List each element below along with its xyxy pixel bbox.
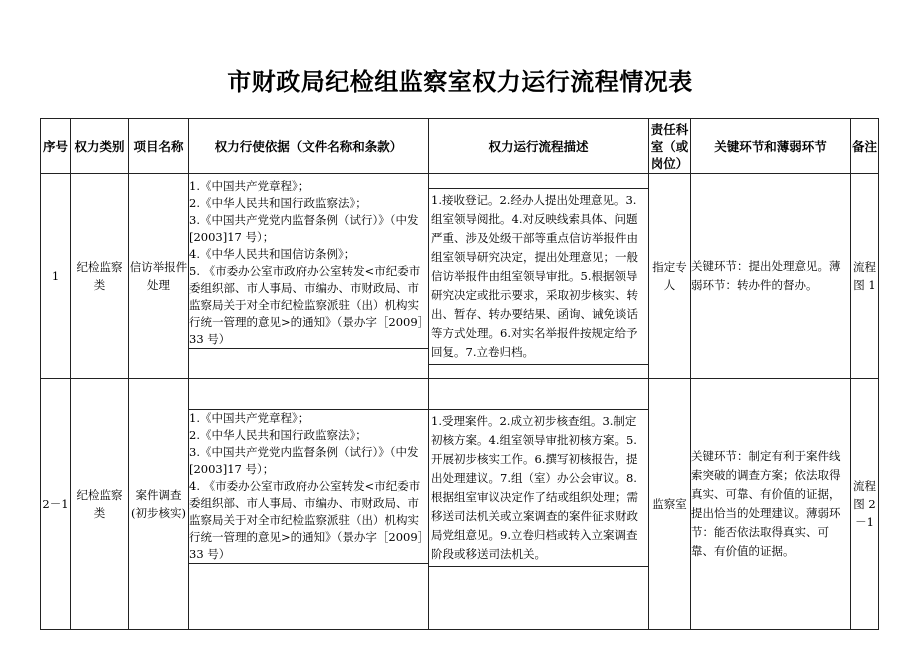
basis-line: 5. 《市委办公室市政府办公室转发<市纪委市委组织部、市人事局、市编办、市财政局、市监察局关于对全市纪检监察派驻（出）机构实行统一管理的意见>的通知》（景办字［2009］33 号） [189, 264, 424, 346]
basis-line: 3.《中国共产党党内监督条例（试行）》（中发[2003]17 号）； [189, 213, 419, 244]
row-flow [429, 379, 649, 630]
row-seq: 2－1 [41, 379, 71, 630]
table-row [41, 379, 879, 630]
basis-line: 1.《中国共产党章程》； [189, 179, 310, 193]
basis-line: 4.《中华人民共和国信访条例》； [189, 247, 356, 261]
row-category: 纪检监察类 [71, 379, 129, 630]
row-note: 流程图 1 [851, 174, 879, 379]
row-basis [189, 379, 429, 630]
flow-text: 1.接收登记。2.经办人提出处理意见。3.组室领导阅批。4.对反映线索具体、问题严重、涉及处级干部等重点信访举报件由组室领导研究决定，提出处理意见；一般信访举报件由组室领导审批。5.根据领导研究决定或批示要求，采取初步核实、转出、暂存、转办要结果、函询、诫免谈话等方式处理。6.对实名举报件按规定给予回复。7.立卷归档。 [428, 188, 649, 365]
header-key: 关键环节和薄弱环节 [691, 119, 851, 174]
header-category: 权力类别 [71, 119, 129, 174]
row-key: 关键环节：制定有利于案件线索突破的调查方案；依法取得真实、可靠、有价值的证据，提出恰当的处理建议。薄弱环节：能否依法取得真实、可靠、有价值的证据。 [691, 379, 851, 630]
basis-line: 3.《中国共产党党内监督条例（试行）》（中发[2003]17 号）； [189, 445, 419, 476]
row-flow [429, 174, 649, 379]
header-basis: 权力行使依据（文件名称和条款） [189, 119, 429, 174]
basis-line: 2.《中华人民共和国行政监察法》； [189, 428, 367, 442]
row-note: 流程图 2－1 [851, 379, 879, 630]
table-row [41, 174, 879, 379]
power-flow-table [40, 118, 879, 630]
row-category: 纪检监察类 [71, 174, 129, 379]
basis-line: 4. 《市委办公室市政府办公室转发<市纪委市委组织部、市人事局、市编办、市财政局、市监察局关于对全市纪检监察派驻（出）机构实行统一管理的意见>的通知》（景办字［2009］33 号） [189, 479, 424, 561]
row-seq: 1 [41, 174, 71, 379]
page-title: 市财政局纪检组监察室权力运行流程情况表 [227, 67, 693, 96]
flow-text: 1.受理案件。2.成立初步核查组。3.制定初核方案。4.组室领导审批初核方案。5.开展初步核实工作。6.撰写初核报告，提出处理建议。7.组（室）办公会审议。8.根据组室审议决定作了结或组织处理；需移送司法机关或立案调查的案件征求财政局党组意见。9.立卷归档或转入立案调查阶段或移送司法机关。 [428, 409, 649, 567]
header-seq: 序号 [41, 119, 71, 174]
basis-line: 1.《中国共产党章程》； [189, 411, 310, 425]
header-flow: 权力运行流程描述 [429, 119, 649, 174]
row-item: 信访举报件处理 [129, 174, 189, 379]
header-row [41, 119, 879, 174]
row-key: 关键环节：提出处理意见。薄弱环节：转办件的督办。 [691, 174, 851, 379]
row-item: 案件调查(初步核实) [129, 379, 189, 630]
header-note: 备注 [851, 119, 879, 174]
row-basis [189, 174, 429, 379]
header-dept: 责任科室（或岗位） [649, 119, 691, 174]
row-dept: 监察室 [649, 379, 691, 630]
basis-line: 2.《中华人民共和国行政监察法》； [189, 196, 367, 210]
header-item: 项目名称 [129, 119, 189, 174]
row-dept: 指定专人 [649, 174, 691, 379]
